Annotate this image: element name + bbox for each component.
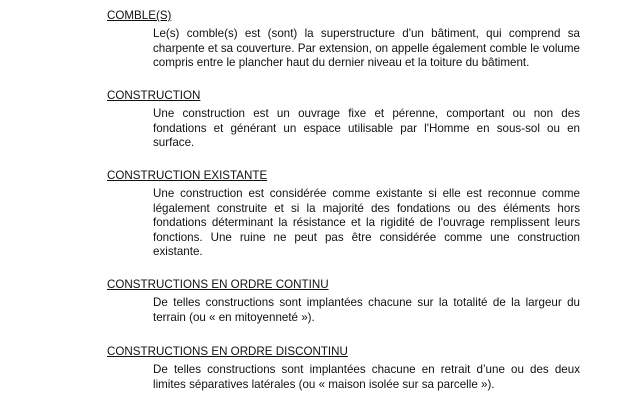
definition-text: De telles constructions sont implantées chacune sur la totalité de la largeur du terrain (ou « en mitoyenneté »). (153, 296, 580, 324)
definition-comble (107, 9, 580, 71)
definition-heading: COMBLE(S) (107, 9, 172, 22)
definition-heading: CONSTRUCTION EXISTANTE (107, 169, 268, 182)
definition-heading: CONSTRUCTIONS EN ORDRE CONTINU (107, 278, 329, 291)
definition-text: Le(s) comble(s) est (sont) la superstructure d'un bâtiment, qui comprend sa charpente et sa couverture. Par extension, on appelle également comble le volume compris entre le plancher haut du dernier niveau et la toiture du bâtiment. (153, 27, 580, 70)
definition-heading: CONSTRUCTION (107, 89, 201, 102)
definition-construction (107, 89, 580, 151)
definition-text: De telles constructions sont implantées chacune en retrait d’une ou des deux limites séparatives latérales (ou « maison isolée sur sa parcelle »). (153, 363, 580, 391)
definition-ordre-continu (107, 278, 580, 325)
definition-construction-existante (107, 169, 580, 260)
definition-text: Une construction est considérée comme existante si elle est reconnue comme légalement construite et si la majorité des fondations ou des éléments hors fondations déterminant la résistance et la rigidité de l'ouvrage remplissent leurs fonctions. Une ruine ne peut pas être considérée comme une construction existante. (153, 187, 580, 259)
definition-text: Une construction est un ouvrage fixe et pérenne, comportant ou non des fondations et générant un espace utilisable par l'Homme en sous-sol ou en surface. (153, 107, 580, 150)
definition-ordre-discontinu (107, 345, 580, 392)
definition-heading: CONSTRUCTIONS EN ORDRE DISCONTINU (107, 345, 348, 358)
